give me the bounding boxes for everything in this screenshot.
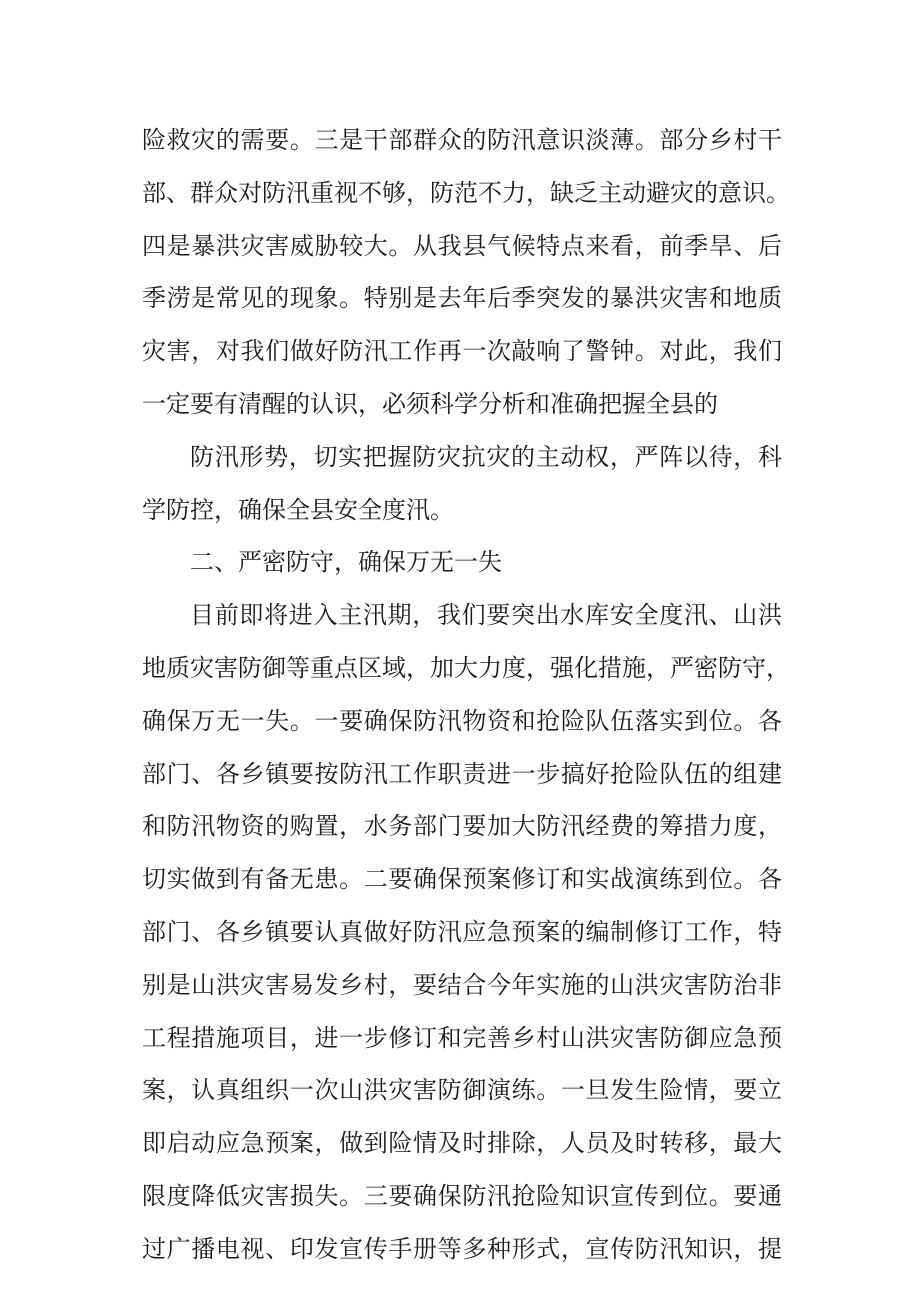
text-line: 二、严密防守，确保万无一失 [190,548,502,577]
text-line: 一定要有清醒的认识，必须科学分析和准确把握全县的 [142,389,718,418]
text-line: 目前即将进入主汛期，我们要突出水库安全度汛、山洪 [190,601,782,630]
text-line: 地质灾害防御等重点区域，加大力度，强化措施，严密防守， [142,653,790,682]
text-line: 和防汛物资的购置，水务部门要加大防汛经费的筹措力度， [142,812,782,841]
text-line: 防汛形势，切实把握防灾抗灾的主动权，严阵以待，科 [190,442,782,471]
text-line: 限度降低灾害损失。三要确保防汛抢险知识宣传到位。要通 [142,1181,782,1210]
text-line: 部门、各乡镇要认真做好防汛应急预案的编制修订工作，特 [142,917,782,946]
text-line: 险救灾的需要。三是干部群众的防汛意识淡薄。部分乡村干 [142,126,782,154]
text-line: 部、群众对防汛重视不够，防范不力，缺乏主动避灾的意识。 [142,178,790,207]
text-line: 过广播电视、印发宣传手册等多种形式，宣传防汛知识，提 [142,1234,782,1263]
text-line: 学防控，确保全县安全度汛。 [142,495,454,524]
text-line: 工程措施项目，进一步修订和完善乡村山洪灾害防御应急预 [142,1023,782,1052]
text-line: 灾害，对我们做好防汛工作再一次敲响了警钟。对此，我们 [142,337,782,366]
text-line: 即启动应急预案，做到险情及时排除，人员及时转移，最大 [142,1129,782,1158]
document-page [142,114,790,1276]
text-line: 案，认真组织一次山洪灾害防御演练。一旦发生险情，要立 [142,1076,782,1105]
text-line: 别是山洪灾害易发乡村，要结合今年实施的山洪灾害防治非 [142,970,782,999]
text-line: 季涝是常见的现象。特别是去年后季突发的暴洪灾害和地质 [142,284,782,313]
text-line: 确保万无一失。一要确保防汛物资和抢险队伍落实到位。各 [142,706,782,735]
text-line: 四是暴洪灾害威胁较大。从我县气候特点来看，前季旱、后 [142,231,782,260]
text-line: 部门、各乡镇要按防汛工作职责进一步搞好抢险队伍的组建 [142,759,782,788]
text-line: 切实做到有备无患。二要确保预案修订和实战演练到位。各 [142,865,782,894]
